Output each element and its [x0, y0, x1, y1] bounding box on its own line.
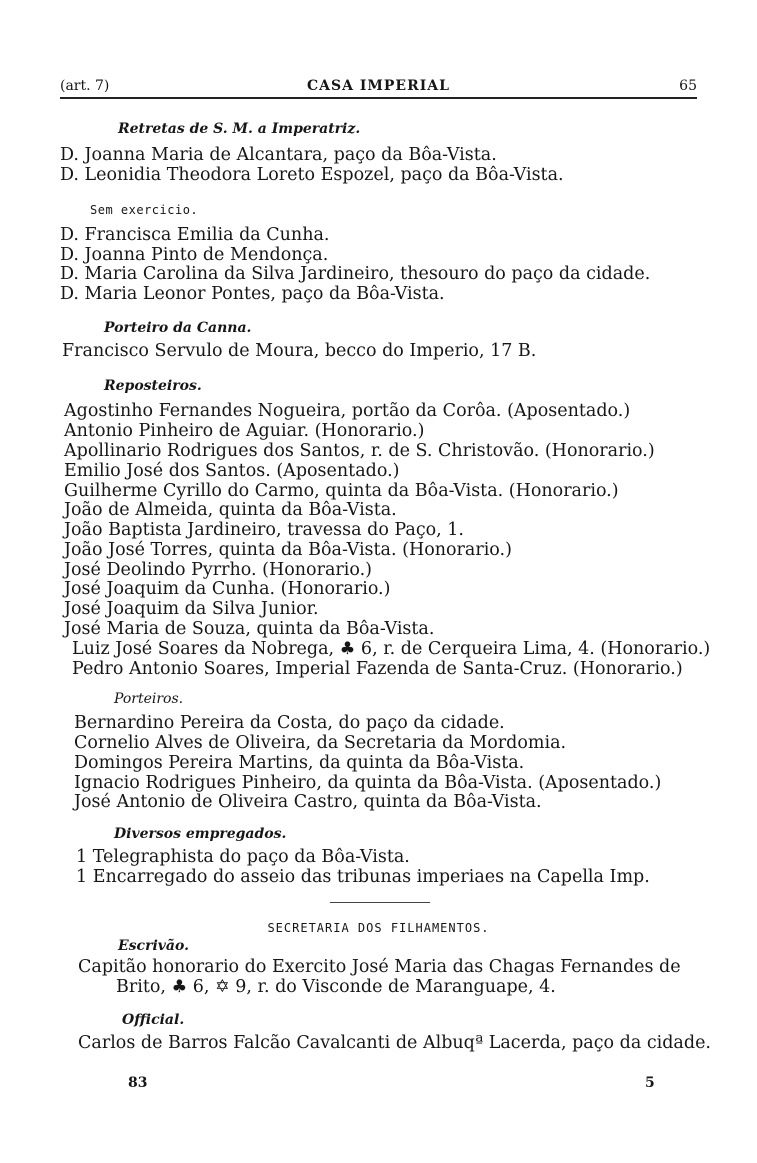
escrivao-line-1: Capitão honorario do Exercito José Maria das Chagas Fernandes de	[78, 957, 681, 977]
escrivao-heading: Escrivão.	[118, 938, 189, 954]
list-item: 1 Telegraphista do paço da Bôa-Vista.	[76, 847, 410, 867]
list-item: Bernardino Pereira da Costa, do paço da cidade.	[74, 713, 505, 733]
page-number: 65	[679, 78, 697, 94]
official-heading: Official.	[122, 1012, 185, 1028]
list-item: D. Leonidia Theodora Loreto Espozel, paço da Bôa-Vista.	[60, 165, 564, 185]
official-line: Carlos de Barros Falcão Cavalcanti de Albuqª Lacerda, paço da cidade.	[78, 1033, 711, 1053]
subheading-sem-exercicio: Sem exercicio.	[90, 203, 199, 217]
list-item: Agostinho Fernandes Nogueira, portão da Corôa. (Aposentado.)	[64, 401, 631, 421]
list-item: João Baptista Jardineiro, travessa do Paço, 1.	[64, 520, 464, 540]
section-heading-reposteiros: Reposteiros.	[104, 378, 202, 394]
header-article: (art. 7)	[60, 78, 110, 94]
list-item: Luiz José Soares da Nobrega, ♣ 6, r. de Cerqueira Lima, 4. (Honorario.)	[72, 639, 711, 659]
list-item: D. Maria Leonor Pontes, paço da Bôa-Vista.	[60, 284, 445, 304]
header-title: CASA IMPERIAL	[307, 78, 450, 94]
list-item: Cornelio Alves de Oliveira, da Secretaria da Mordomia.	[74, 733, 567, 753]
list-item: José Antonio de Oliveira Castro, quinta da Bôa-Vista.	[74, 792, 542, 812]
running-header	[60, 78, 697, 98]
list-item: Antonio Pinheiro de Aguiar. (Honorario.)	[64, 421, 425, 441]
signature-mark: 83	[128, 1075, 148, 1091]
list-item: D. Joanna Maria de Alcantara, paço da Bôa-Vista.	[60, 145, 497, 165]
list-item: Domingos Pereira Martins, da quinta da Bôa-Vista.	[74, 753, 525, 773]
list-item: 1 Encarregado do asseio das tribunas imperiaes na Capella Imp.	[76, 867, 650, 887]
list-item: Emilio José dos Santos. (Aposentado.)	[64, 461, 400, 481]
list-item: D. Maria Carolina da Silva Jardineiro, thesouro do paço da cidade.	[60, 264, 651, 284]
header-rule	[60, 97, 697, 99]
section-divider	[330, 902, 430, 903]
list-item: D. Francisca Emilia da Cunha.	[60, 225, 330, 245]
section-heading-diversos: Diversos empregados.	[114, 826, 287, 842]
list-item: Apollinario Rodrigues dos Santos, r. de S. Christovão. (Honorario.)	[64, 441, 655, 461]
list-item: José Deolindo Pyrrho. (Honorario.)	[64, 560, 372, 580]
section-heading-porteiro-canna: Porteiro da Canna.	[104, 320, 252, 336]
list-item: D. Joanna Pinto de Mendonça.	[60, 245, 329, 265]
section-heading-porteiros: Porteiros.	[114, 691, 184, 707]
list-item: José Maria de Souza, quinta da Bôa-Vista.	[64, 619, 435, 639]
list-item: Ignacio Rodrigues Pinheiro, da quinta da Bôa-Vista. (Aposentado.)	[74, 773, 662, 793]
secretaria-title: SECRETARIA DOS FILHAMENTOS.	[267, 921, 490, 935]
list-item: Francisco Servulo de Moura, becco do Imperio, 17 B.	[62, 341, 537, 361]
section-heading-retretas: Retretas de S. M. a Imperatriz.	[118, 121, 361, 137]
list-item: José Joaquim da Cunha. (Honorario.)	[64, 579, 391, 599]
list-item: Pedro Antonio Soares, Imperial Fazenda de Santa-Cruz. (Honorario.)	[72, 659, 683, 679]
escrivao-line-2: Brito, ♣ 6, ✡ 9, r. do Visconde de Maranguape, 4.	[116, 977, 556, 997]
list-item: João de Almeida, quinta da Bôa-Vista.	[64, 500, 397, 520]
gathering-number: 5	[645, 1075, 655, 1091]
list-item: Guilherme Cyrillo do Carmo, quinta da Bôa-Vista. (Honorario.)	[64, 481, 619, 501]
list-item: João José Torres, quinta da Bôa-Vista. (Honorario.)	[64, 540, 512, 560]
list-item: José Joaquim da Silva Junior.	[64, 599, 319, 619]
